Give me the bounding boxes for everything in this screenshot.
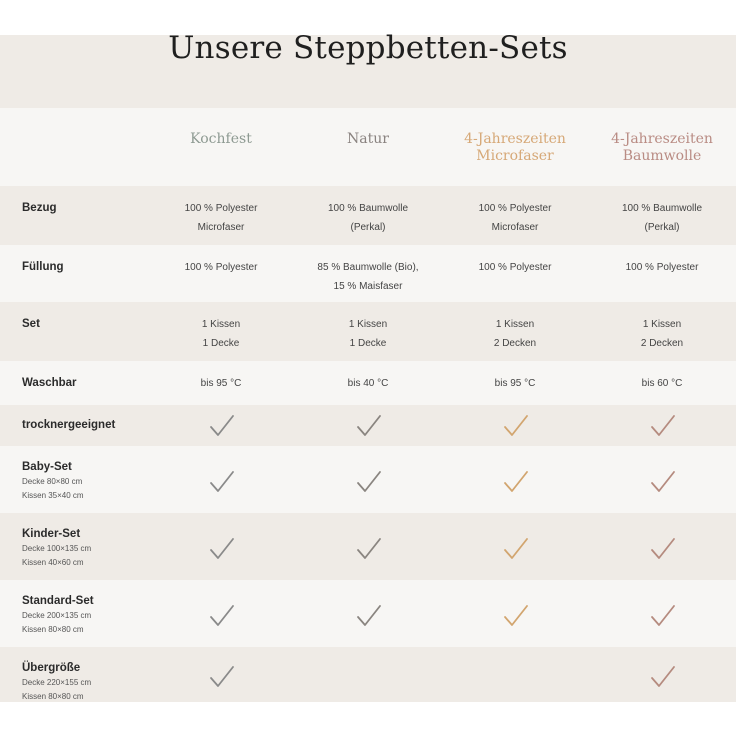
checkmark-icon [209, 604, 239, 628]
table-row [0, 647, 736, 702]
table-row [0, 405, 736, 446]
checkmark-icon [650, 604, 680, 628]
table-cell [146, 374, 296, 393]
cell-text: 100 % Polyester [184, 262, 258, 273]
row-label: Übergröße [22, 662, 81, 674]
row-label: Waschbar [22, 377, 77, 389]
row-label: Set [22, 318, 40, 330]
checkmark-icon [503, 604, 533, 628]
cell-text: 1 Kissen [348, 319, 388, 330]
table-cell [293, 315, 443, 353]
column-header-line2: Microfaser [476, 148, 554, 164]
table-cell [293, 199, 443, 237]
checkmark-icon [356, 537, 386, 561]
column-header-4 [592, 131, 732, 165]
table-cell [146, 199, 296, 237]
column-header-line1: Kochfest [190, 131, 252, 147]
checkmark-icon [209, 470, 239, 494]
cell-text: bis 40 °C [347, 378, 389, 389]
cell-text: 85 % Baumwolle (Bio), [317, 262, 419, 273]
table-cell [587, 258, 736, 277]
table-cell [587, 374, 736, 393]
cell-text: 2 Decken [493, 338, 537, 349]
table-cell [440, 258, 590, 277]
cell-text: 1 Kissen [495, 319, 535, 330]
row-size-note: Kissen 80×80 cm [22, 625, 84, 634]
column-header-2 [298, 131, 438, 148]
table-cell [146, 315, 296, 353]
cell-text: bis 60 °C [641, 378, 683, 389]
row-size-note: Decke 220×155 cm [22, 678, 92, 687]
column-header-line1: 4-Jahreszeiten [611, 131, 713, 147]
cell-text: bis 95 °C [494, 378, 536, 389]
row-size-note: Kissen 35×40 cm [22, 491, 84, 500]
checkmark-icon [356, 604, 386, 628]
table-cell [587, 199, 736, 237]
cell-text: bis 95 °C [200, 378, 242, 389]
table-cell [293, 258, 443, 296]
column-header-3 [445, 131, 585, 165]
bottom-margin [0, 702, 736, 736]
checkmark-icon [650, 470, 680, 494]
table-cell [146, 258, 296, 277]
cell-text: Microfaser [197, 222, 245, 233]
cell-text: (Perkal) [644, 222, 680, 233]
cell-text: (Perkal) [350, 222, 386, 233]
column-header-line2: Baumwolle [622, 148, 702, 164]
row-size-note: Decke 200×135 cm [22, 611, 92, 620]
cell-text: 1 Kissen [642, 319, 682, 330]
table-row [0, 513, 736, 580]
table-cell [587, 315, 736, 353]
row-label: Bezug [22, 202, 57, 214]
cell-text: 1 Kissen [201, 319, 241, 330]
table-row [0, 245, 736, 302]
table-cell [440, 374, 590, 393]
row-size-note: Kissen 40×60 cm [22, 558, 84, 567]
table-cell [440, 315, 590, 353]
table-row [0, 580, 736, 647]
page-title: Unsere Steppbetten-Sets [168, 30, 568, 66]
cell-text: 100 % Baumwolle [327, 203, 409, 214]
table-row [0, 446, 736, 513]
cell-text: 100 % Polyester [478, 262, 552, 273]
row-size-note: Decke 100×135 cm [22, 544, 92, 553]
checkmark-icon [209, 414, 239, 438]
cell-text: 1 Decke [349, 338, 387, 349]
cell-text: 100 % Polyester [184, 203, 258, 214]
checkmark-icon [503, 414, 533, 438]
row-label: trocknergeeignet [22, 418, 116, 431]
cell-text: 100 % Baumwolle [621, 203, 703, 214]
checkmark-icon [650, 414, 680, 438]
row-size-note: Kissen 80×80 cm [22, 692, 84, 701]
table-row [0, 361, 736, 405]
cell-text: Microfaser [491, 222, 539, 233]
row-label: Kinder-Set [22, 528, 81, 540]
checkmark-icon [650, 665, 680, 689]
checkmark-icon [503, 537, 533, 561]
cell-text: 1 Decke [202, 338, 240, 349]
checkmark-icon [209, 537, 239, 561]
checkmark-icon [356, 470, 386, 494]
checkmark-icon [503, 470, 533, 494]
table-cell [440, 199, 590, 237]
row-size-note: Decke 80×80 cm [22, 477, 83, 486]
table-row [0, 302, 736, 361]
cell-text: 100 % Polyester [625, 262, 699, 273]
row-label: Standard-Set [22, 595, 94, 607]
cell-text: 15 % Maisfaser [333, 281, 403, 292]
row-label: Baby-Set [22, 461, 72, 473]
cell-text: 100 % Polyester [478, 203, 552, 214]
cell-text: 2 Decken [640, 338, 684, 349]
table-row [0, 186, 736, 245]
checkmark-icon [356, 414, 386, 438]
column-header-line1: Natur [347, 131, 389, 147]
table-cell [293, 374, 443, 393]
checkmark-icon [650, 537, 680, 561]
checkmark-icon [209, 665, 239, 689]
column-header-line1: 4-Jahreszeiten [464, 131, 566, 147]
column-header-1 [151, 131, 291, 148]
row-label: Füllung [22, 261, 64, 273]
